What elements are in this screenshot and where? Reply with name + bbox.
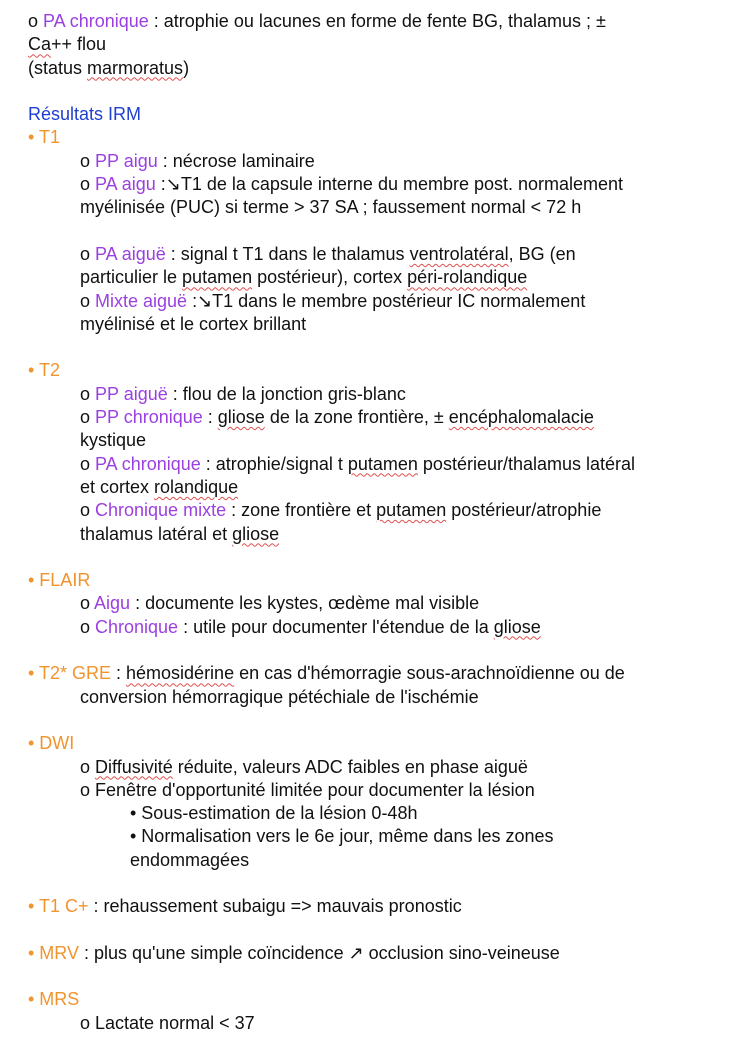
t1-item-mixte-aigue <box>28 290 728 313</box>
item-text: :↘T1 dans le membre postérieur IC normalement <box>187 290 586 311</box>
intro-text: (status <box>28 57 88 78</box>
mrv-line <box>28 942 728 965</box>
item-label: Mixte aiguë <box>95 290 188 311</box>
t2-item-pp-chronique-cont: kystique <box>80 430 147 451</box>
item-text: thalamus latéral et <box>80 523 233 544</box>
intro-text: ++ flou <box>51 34 107 55</box>
item-text: : rehaussement subaigu => mauvais pronostic <box>88 896 462 917</box>
item-label: PA aigu <box>95 174 156 195</box>
heading-mrv: • MRV <box>28 942 79 963</box>
label-pa-chronique: PA chronique <box>43 11 149 31</box>
misspelled-word: putamen <box>182 267 253 288</box>
item-text: postérieur/thalamus latéral <box>417 453 636 474</box>
item-label: PP chronique <box>95 407 203 428</box>
item-text: et cortex <box>80 476 155 497</box>
list-marker: o <box>80 290 96 311</box>
item-text: de la zone frontière, ± <box>264 407 449 428</box>
intro-text: : atrophie ou lacunes en forme de fente BG, thalamus ; ± <box>148 11 606 31</box>
t1-item-pa-aigu-cont: myélinisée (PUC) si terme > 37 SA ; faussement normal < 72 h <box>80 197 582 218</box>
section-heading-resultats-irm: Résultats IRM <box>28 104 142 125</box>
misspelled-word: Ca <box>28 34 52 55</box>
dwi-item-diffusivite <box>28 756 728 779</box>
list-marker: o <box>80 616 96 637</box>
heading-flair: • FLAIR <box>28 570 91 591</box>
spacer <box>28 872 728 895</box>
list-marker: o <box>80 174 96 195</box>
heading-t2-gre: • T2* GRE <box>28 663 111 684</box>
spacer <box>28 965 728 988</box>
misspelled-word: rolandique <box>154 476 239 497</box>
item-text: : <box>202 407 218 428</box>
t2gre-line <box>28 662 728 685</box>
list-marker: o <box>80 243 96 264</box>
misspelled-word: marmoratus <box>87 57 184 78</box>
t2-item-pp-aigue <box>28 383 728 406</box>
dwi-item-fenetre: o Fenêtre d'opportunité limitée pour documenter la lésion <box>80 779 535 800</box>
item-text: postérieur/atrophie <box>446 500 602 521</box>
list-marker: o <box>80 453 96 474</box>
item-text: : <box>111 663 127 684</box>
item-text: postérieur), cortex <box>252 267 408 288</box>
item-label: PP aiguë <box>95 383 168 404</box>
misspelled-word: gliose <box>493 616 541 637</box>
list-marker: o <box>80 407 96 428</box>
item-text: : documente les kystes, œdème mal visible <box>130 593 480 614</box>
misspelled-word: encéphalomalacie <box>448 407 594 428</box>
t2-item-chronique-mixte-cont <box>28 523 728 546</box>
misspelled-word: hémosidérine <box>126 663 235 684</box>
list-marker: o <box>28 11 44 31</box>
misspelled-word: péri-rolandique <box>407 267 528 288</box>
list-marker: o <box>80 383 96 404</box>
misspelled-word: putamen <box>347 453 418 474</box>
t1-item-pp-aigu <box>28 150 728 173</box>
t2gre-line-cont: conversion hémorragique pétéchiale de l'ischémie <box>80 686 479 707</box>
mrs-item-lactate: o Lactate normal < 37 <box>80 1012 255 1033</box>
intro-line-1 <box>28 10 728 33</box>
item-label: Chronique <box>95 616 179 637</box>
spacer <box>28 80 728 103</box>
t1-item-pa-aigu <box>28 173 728 196</box>
heading-t1: • T1 <box>28 127 60 148</box>
heading-t2: • T2 <box>28 360 60 381</box>
intro-line-3 <box>28 57 728 80</box>
misspelled-word: ventrolatéral <box>409 243 509 264</box>
item-label: PA aiguë <box>95 243 166 264</box>
item-label: Chronique mixte <box>95 500 227 521</box>
spacer <box>28 220 728 243</box>
misspelled-word: gliose <box>217 407 265 428</box>
t1c-line <box>28 895 728 918</box>
item-text: : utile pour documenter l'étendue de la <box>178 616 494 637</box>
misspelled-word: gliose <box>232 523 280 544</box>
item-text: : plus qu'une simple coïncidence ↗ occlusion sino-veineuse <box>78 942 560 963</box>
item-text: :↘T1 de la capsule interne du membre post. normalement <box>155 174 624 195</box>
intro-line-2 <box>28 33 728 56</box>
misspelled-word: putamen <box>376 500 447 521</box>
item-text: réduite, valeurs ADC faibles en phase aiguë <box>172 756 528 777</box>
t2-item-pp-chronique <box>28 406 728 429</box>
flair-item-aigu <box>28 592 728 615</box>
t2-item-chronique-mixte <box>28 499 728 522</box>
spacer <box>28 639 728 662</box>
t1-item-mixte-aigue-cont: myélinisé et le cortex brillant <box>80 313 307 334</box>
item-text: : nécrose laminaire <box>157 150 315 171</box>
dwi-subitem-normalisation: • Normalisation vers le 6e jour, même dans les zones <box>130 826 554 847</box>
item-text: en cas d'hémorragie sous-arachnoïdienne ou de <box>234 663 625 684</box>
item-label: PP aigu <box>95 150 158 171</box>
item-label: PA chronique <box>95 453 201 474</box>
spacer <box>28 919 728 942</box>
item-text: : signal t T1 dans le thalamus <box>165 243 410 264</box>
spacer <box>28 709 728 732</box>
list-marker: o <box>80 150 96 171</box>
item-text: particulier le <box>80 267 183 288</box>
item-label: Aigu <box>94 593 131 614</box>
heading-t1-c-plus: • T1 C+ <box>28 896 89 917</box>
dwi-subitem-normalisation-cont: endommagées <box>130 849 250 870</box>
item-text: : zone frontière et <box>226 500 377 521</box>
misspelled-word: Diffusivité <box>95 756 173 777</box>
list-marker: o <box>80 500 96 521</box>
heading-dwi: • DWI <box>28 733 75 754</box>
heading-mrs: • MRS <box>28 989 80 1010</box>
spacer <box>28 546 728 569</box>
dwi-subitem-sous-estimation: • Sous-estimation de la lésion 0-48h <box>130 803 418 824</box>
t2-item-pa-chronique <box>28 453 728 476</box>
item-text: : atrophie/signal t <box>200 453 348 474</box>
t2-item-pa-chronique-cont <box>28 476 728 499</box>
intro-text: ) <box>183 57 190 78</box>
spacer <box>28 336 728 359</box>
document-body <box>28 10 728 1035</box>
t1-item-pa-aigue <box>28 243 728 266</box>
list-marker: o <box>80 756 96 777</box>
list-marker: o <box>80 593 95 614</box>
flair-item-chronique <box>28 616 728 639</box>
t1-item-pa-aigue-cont <box>28 266 728 289</box>
item-text: , BG (en <box>508 243 576 264</box>
item-text: : flou de la jonction gris-blanc <box>167 383 406 404</box>
